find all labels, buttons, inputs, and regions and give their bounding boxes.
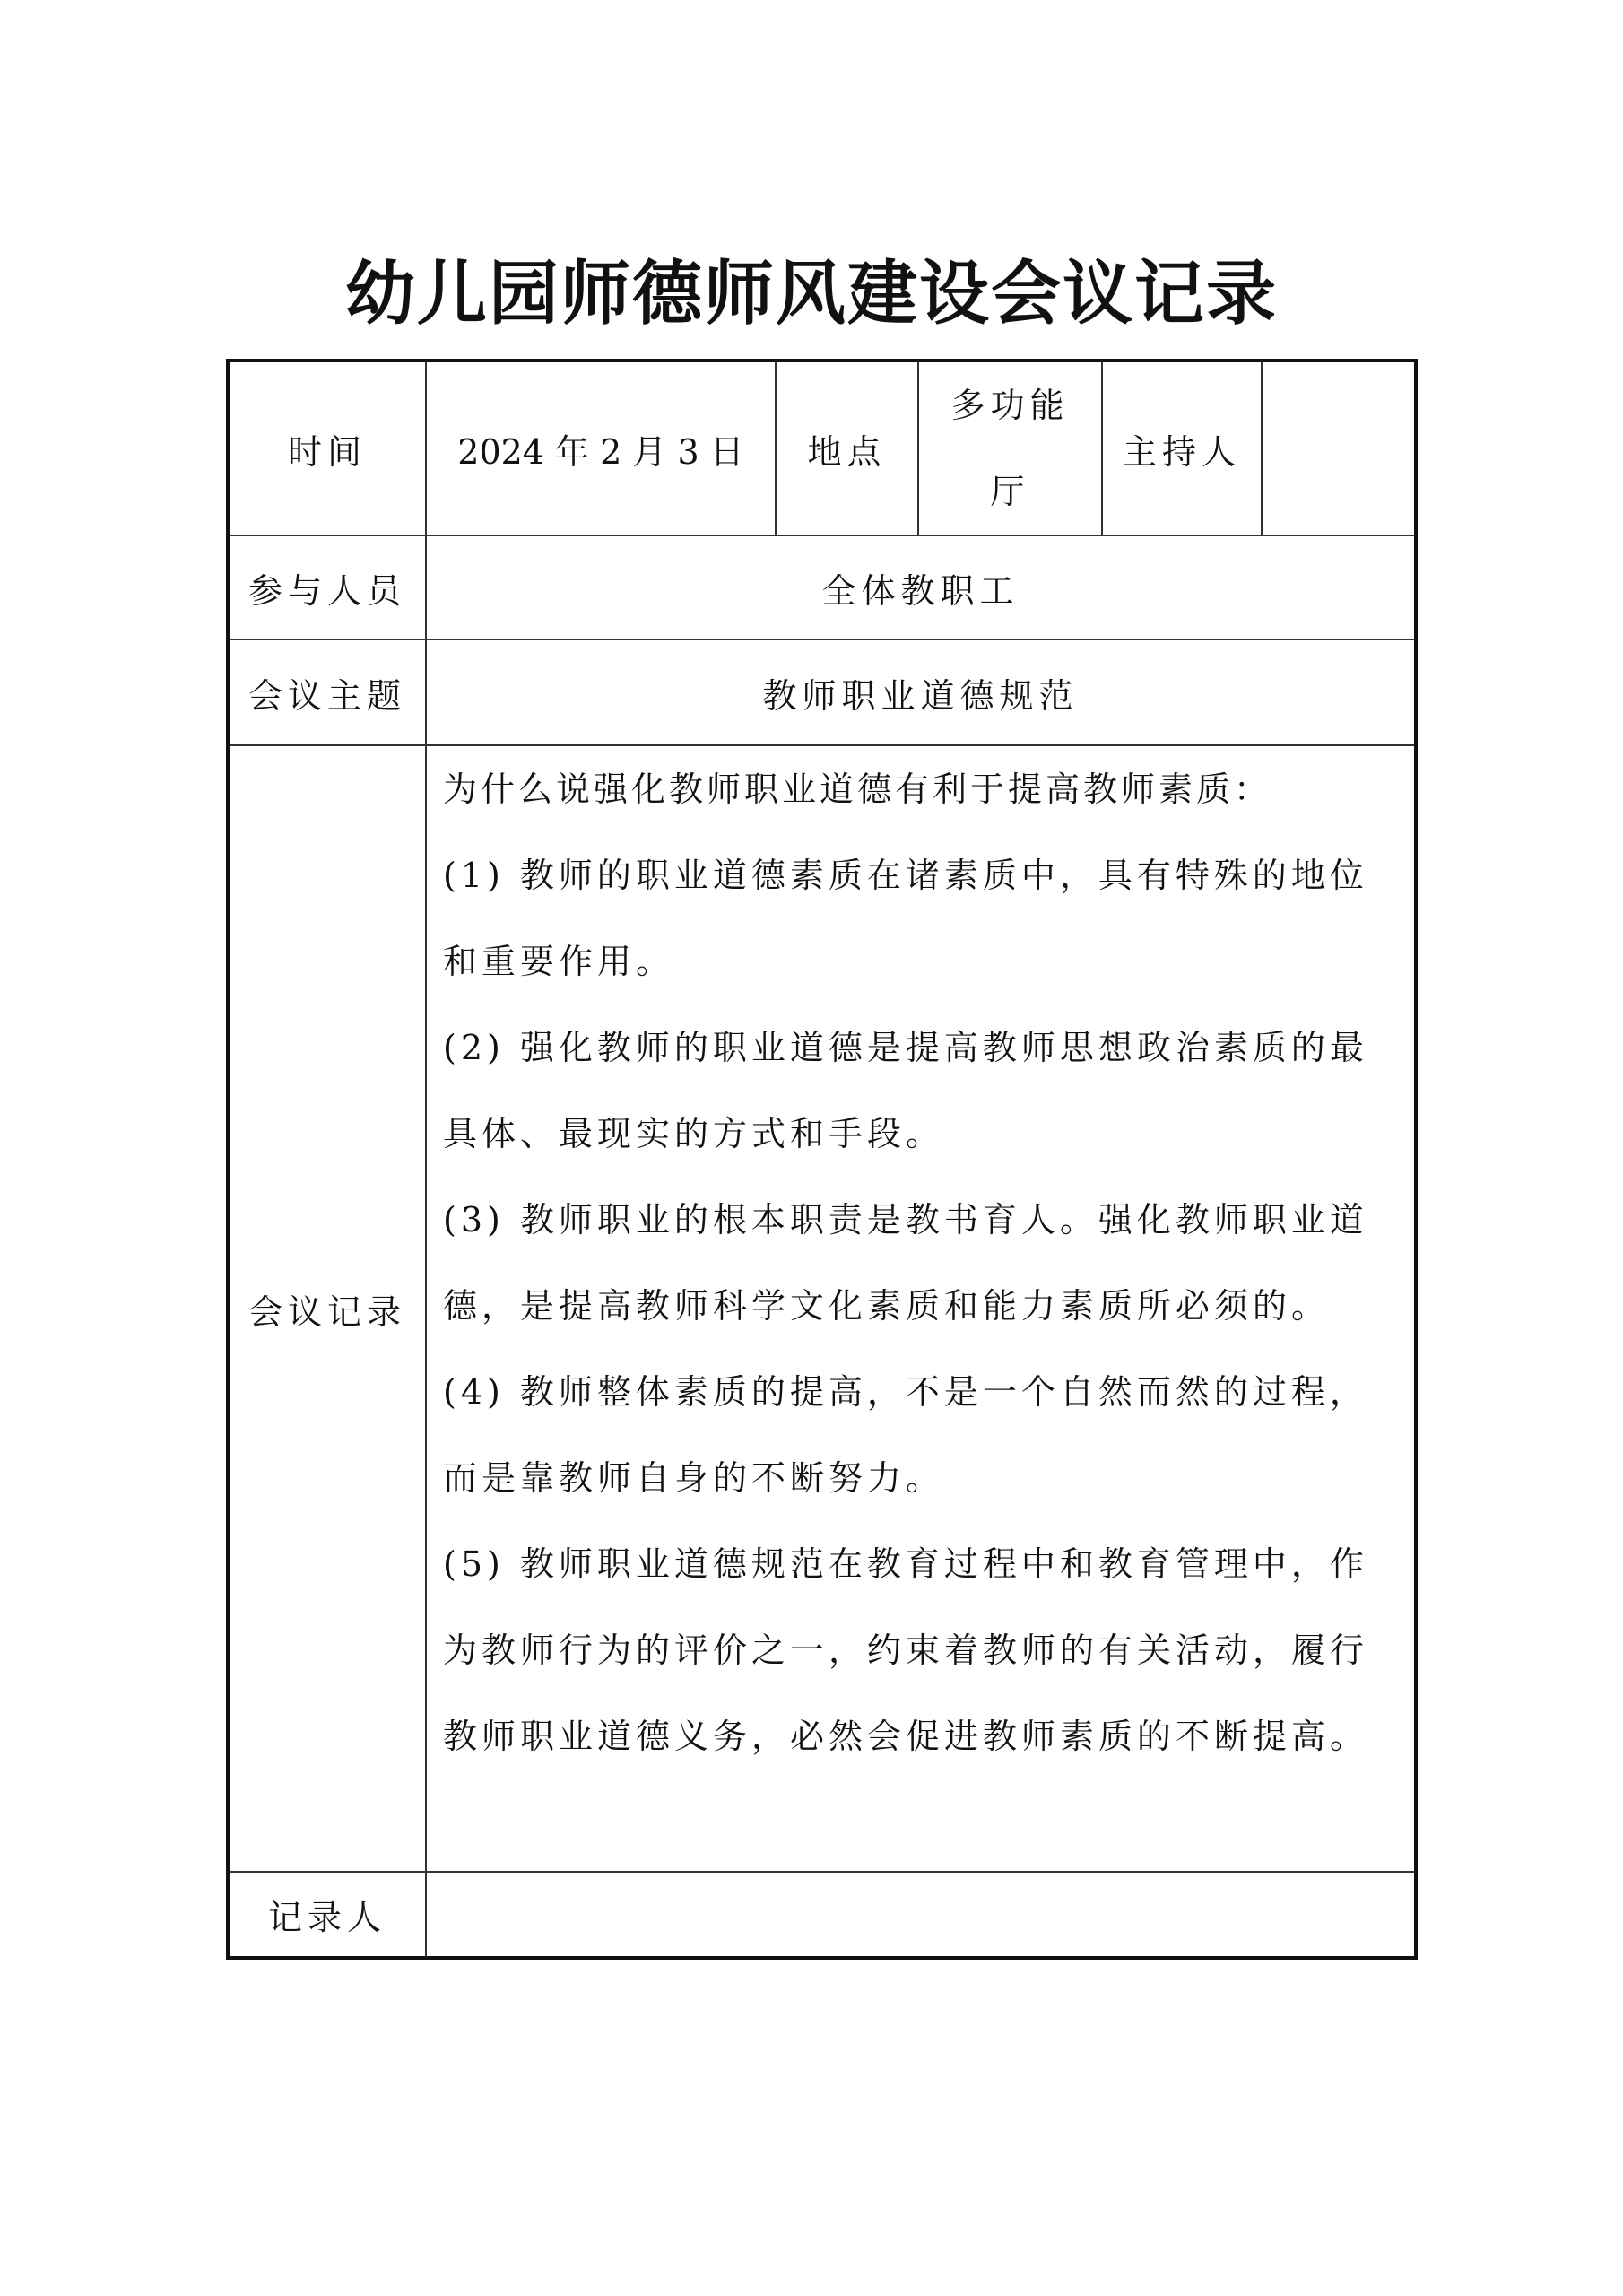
meeting-info-row	[228, 361, 1416, 535]
venue-value[interactable]	[918, 361, 1102, 535]
participants-row	[228, 535, 1416, 639]
venue-label: 地点	[776, 361, 918, 535]
time-label: 时间	[228, 361, 426, 535]
minutes-row	[228, 745, 1416, 1872]
minutes-content[interactable]	[426, 745, 1416, 1872]
venue-value-line2: 厅	[990, 472, 1030, 511]
host-label: 主持人	[1102, 361, 1262, 535]
time-value[interactable]: 2024 年 2 月 3 日	[426, 361, 776, 535]
recorder-value[interactable]	[426, 1872, 1416, 1958]
minutes-item: (1) 教师的职业道德素质在诸素质中，具有特殊的地位和重要作用。	[443, 856, 1368, 981]
meeting-record-table	[226, 359, 1418, 1960]
topic-label: 会议主题	[228, 639, 426, 745]
recorder-label: 记录人	[228, 1872, 426, 1958]
minutes-item: (5) 教师职业道德规范在教育过程中和教育管理中，作为教师行为的评价之一，约束着教师的有关活动，履行教师职业道德义务，必然会促进教师素质的不断提高。	[443, 1544, 1369, 1756]
document-title: 幼儿园师德师风建设会议记录	[344, 254, 1278, 335]
minutes-heading: 为什么说强化教师职业道德有利于提高教师素质：	[443, 770, 1272, 809]
minutes-item: (4) 教师整体素质的提高，不是一个自然而然的过程，而是靠教师自身的不断努力。	[443, 1372, 1368, 1498]
venue-value-line1: 多功能	[950, 386, 1070, 425]
participants-value[interactable]: 全体教职工	[426, 535, 1416, 639]
minutes-item: (3) 教师职业的根本职责是教书育人。强化教师职业道德，是提高教师科学文化素质和能力素质所必须的。	[443, 1200, 1368, 1326]
recorder-row	[228, 1872, 1416, 1958]
minutes-label: 会议记录	[228, 745, 426, 1872]
participants-label: 参与人员	[228, 535, 426, 639]
host-value[interactable]	[1262, 361, 1416, 535]
minutes-item: (2) 强化教师的职业道德是提高教师思想政治素质的最具体、最现实的方式和手段。	[443, 1028, 1368, 1153]
topic-value[interactable]: 教师职业道德规范	[426, 639, 1416, 745]
topic-row	[228, 639, 1416, 745]
